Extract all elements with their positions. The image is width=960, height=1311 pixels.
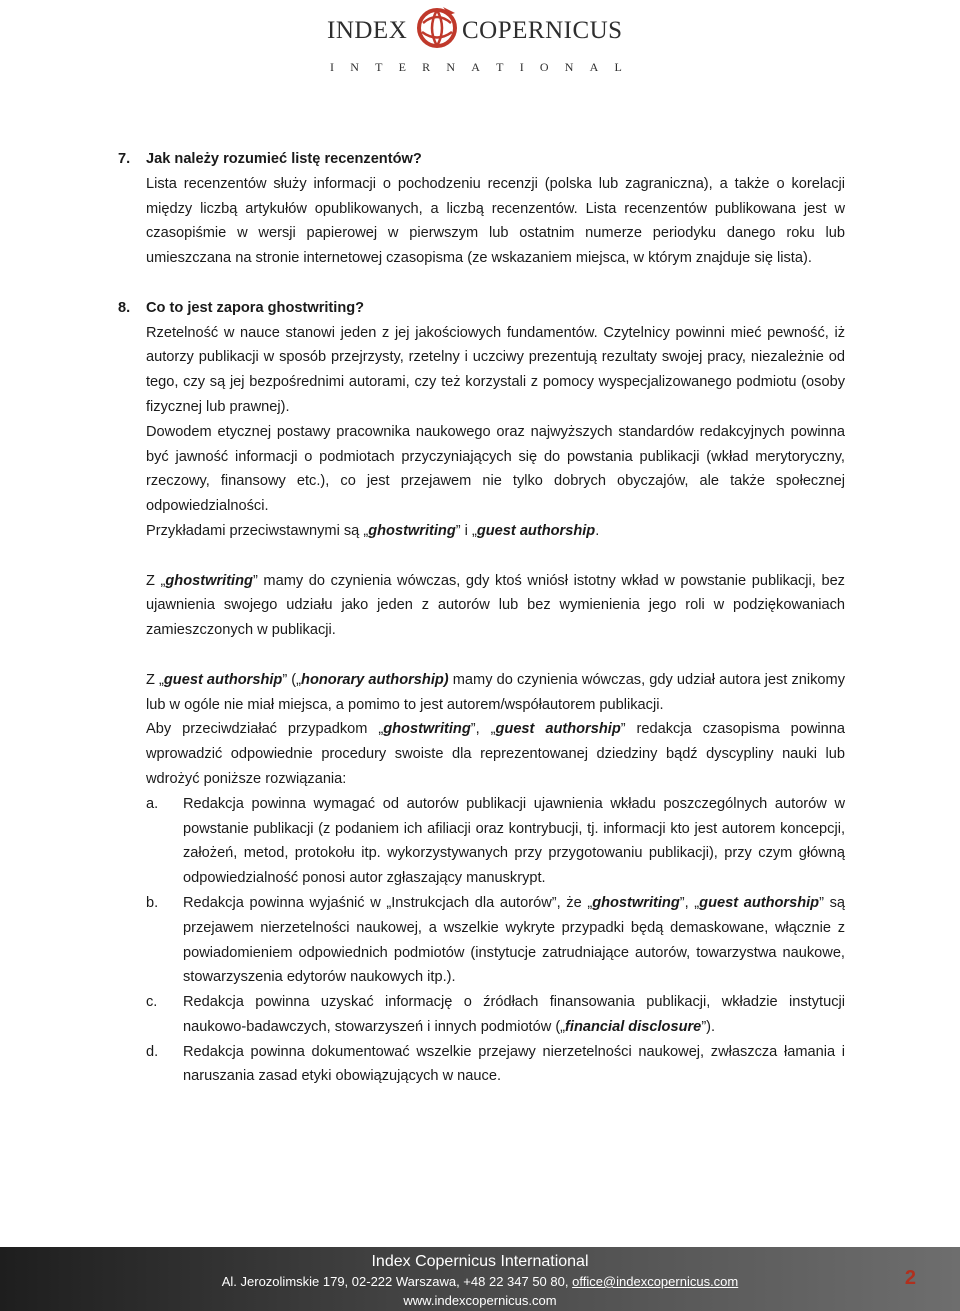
globe-logo-icon <box>413 3 461 51</box>
logo-subtitle-letter: N <box>564 60 574 74</box>
paragraph: Przykładami przeciwstawnymi są „ghostwriting” i „guest authorship. <box>146 522 600 539</box>
list-text: Redakcja powinna wymagać od autorów publikacji ujawnienia wkładu poszczególnych autorów w powstanie publikacji (z podaniem ich afiliacji oraz kontrybucji, tj. informacji kto jest autorem koncepcji, założeń, metod, protokołu itp. wykorzystywanych przy przygotowaniu publikacji), przy czym główną odpowiedzialność ponosi autor zgłaszający manuskrypt. <box>183 795 845 887</box>
logo-subtitle-letter: O <box>539 60 549 74</box>
logo-subtitle-letter: A <box>589 60 599 74</box>
section-answer: Lista recenzentów służy informacji o pochodzeniu recenzji (polska lub zagraniczna), a także o korelacji między liczbą artykułów opublikowanych, a liczbą recenzentów. Lista recenzentów publikowana jest w czasopiśmie w wersji papierowej w pierwszym lub ostatnim numerze periodyku danego roku lub umieszczana na stronie internetowej czasopisma (ze wskazaniem miejsca, w którym znajduje się lista). <box>146 175 845 267</box>
list-label: b. <box>146 894 159 911</box>
logo-subtitle-letter: T <box>375 60 383 74</box>
list-text: Redakcja powinna uzyskać informację o źródłach finansowania publikacji, wkładzie instytucji naukowo-badawczych, stowarzyszeń i innych podmiotów („financial disclosure”). <box>183 994 845 1035</box>
footer-title: Index Copernicus International <box>371 1253 589 1270</box>
term: honorary authorship) <box>301 671 449 688</box>
logo-subtitle-letter: I <box>330 60 334 74</box>
page-number: 2 <box>904 1267 916 1289</box>
paragraph: Aby przeciwdziałać przypadkom „ghostwriting”, „guest authorship” redakcja czasopisma powinna wprowadzić odpowiednie procedury swoiste dla reprezentowanej dziedziny bądź dyscypliny nauki lub wdrożyć poniższe rozwiązania: <box>146 721 845 787</box>
term: ghostwriting <box>368 522 456 539</box>
term: ghostwriting <box>592 894 680 911</box>
website-link[interactable]: www.indexcopernicus.com <box>403 1293 557 1308</box>
list-item <box>146 1040 845 1090</box>
page-header <box>0 0 960 80</box>
list-label: c. <box>146 994 158 1011</box>
list-text: Redakcja powinna wyjaśnić w „Instrukcjach dla autorów”, że „ghostwriting”, „guest authorship” są przejawem nierzetelności naukowej, a wszelkie wykryte przypadki będą demaskowane, włącznie z powiadomieniem odpowiednich podmiotów (instytucje zatrudniające autorów, towarzystwa naukowe, stowarzyszenia edytorów naukowych itp.). <box>183 894 846 986</box>
term: guest authorship <box>163 671 283 688</box>
logo-subtitle-letter: N <box>350 60 359 74</box>
logo-subtitle-letter: N <box>446 60 456 74</box>
paragraph: Z „ghostwriting” mamy do czynienia wówczas, gdy ktoś wniósł istotny wkład w powstanie publikacji, bez ujawnienia swojego udziału jako jeden z autorów lub bez wymienienia jego roli w podziękowaniach zamieszczonych w publikacji. <box>146 572 845 639</box>
document-body <box>118 147 845 1089</box>
list-label: d. <box>146 1043 159 1060</box>
term: ghostwriting <box>383 721 471 738</box>
logo-text-copernicus: COPERNICUS <box>462 17 623 44</box>
logo-subtitle-letter: I <box>519 60 524 74</box>
logo-subtitle-letter: A <box>471 60 480 74</box>
section-question: Jak należy rozumieć listę recenzentów? <box>146 151 422 167</box>
page-footer <box>0 1247 960 1311</box>
term: guest authorship <box>476 522 596 539</box>
section-8 <box>118 296 845 792</box>
paragraph: Rzetelność w nauce stanowi jeden z jej jakościowych fundamentów. Czytelnicy powinni mieć pewność, iż autorzy publikacji w sposób przejrzysty, rzetelny i uczciwy prezentują rezultaty swojej pracy, niezależnie od tego, czy są jej bezpośrednimi autorami, czy też korzystali z pomocy wyspecjalizowanego podmiotu (osoby fizycznej lub prawnej). <box>146 324 845 415</box>
term: guest authorship <box>699 894 820 911</box>
list-text: Redakcja powinna dokumentować wszelkie przejawy nierzetelności naukowej, zwłaszcza łamania i naruszania zasad etyki obowiązujących w nauce. <box>183 1043 845 1085</box>
list-label: a. <box>146 795 159 812</box>
section-number: 7. <box>118 151 131 167</box>
paragraph: Z „guest authorship” („honorary authorship) mamy do czynienia wówczas, gdy udział autora jest znikomy lub w ogóle nie miał miejsca, a pomimo to jest autorem/współautorem publikacji. <box>146 671 845 713</box>
logo-subtitle-letter: R <box>422 60 431 74</box>
logo-subtitle <box>330 60 622 75</box>
term: guest authorship <box>495 721 621 738</box>
term: financial disclosure <box>565 1018 702 1035</box>
list-item <box>146 990 845 1040</box>
section-question: Co to jest zapora ghostwriting? <box>146 299 365 316</box>
section-7 <box>118 147 845 271</box>
logo-subtitle-letter: T <box>496 60 504 74</box>
email-link[interactable]: office@indexcopernicus.com <box>572 1274 739 1289</box>
term: ghostwriting <box>165 572 253 589</box>
section-number: 8. <box>118 299 131 316</box>
paragraph: Dowodem etycznej postawy pracownika naukowego oraz najwyższych standardów redakcyjnych powinna być jawność informacji o podmiotach przyczyniających się do powstania publikacji (wkład merytoryczny, rzeczowy, finansowy etc.), co jest przejawem nie tylko dobrych obyczajów, ale także społecznej odpowiedzialności. <box>146 423 845 515</box>
list-item <box>146 792 845 891</box>
list-item <box>146 891 845 990</box>
logo-text-index: INDEX <box>327 17 408 44</box>
logo-subtitle-letter: E <box>398 60 406 74</box>
footer-address: Al. Jerozolimskie 179, 02-222 Warszawa, +48 22 347 50 80, office@indexcopernicus.com <box>221 1274 739 1289</box>
logo-subtitle-letter: L <box>614 60 622 74</box>
